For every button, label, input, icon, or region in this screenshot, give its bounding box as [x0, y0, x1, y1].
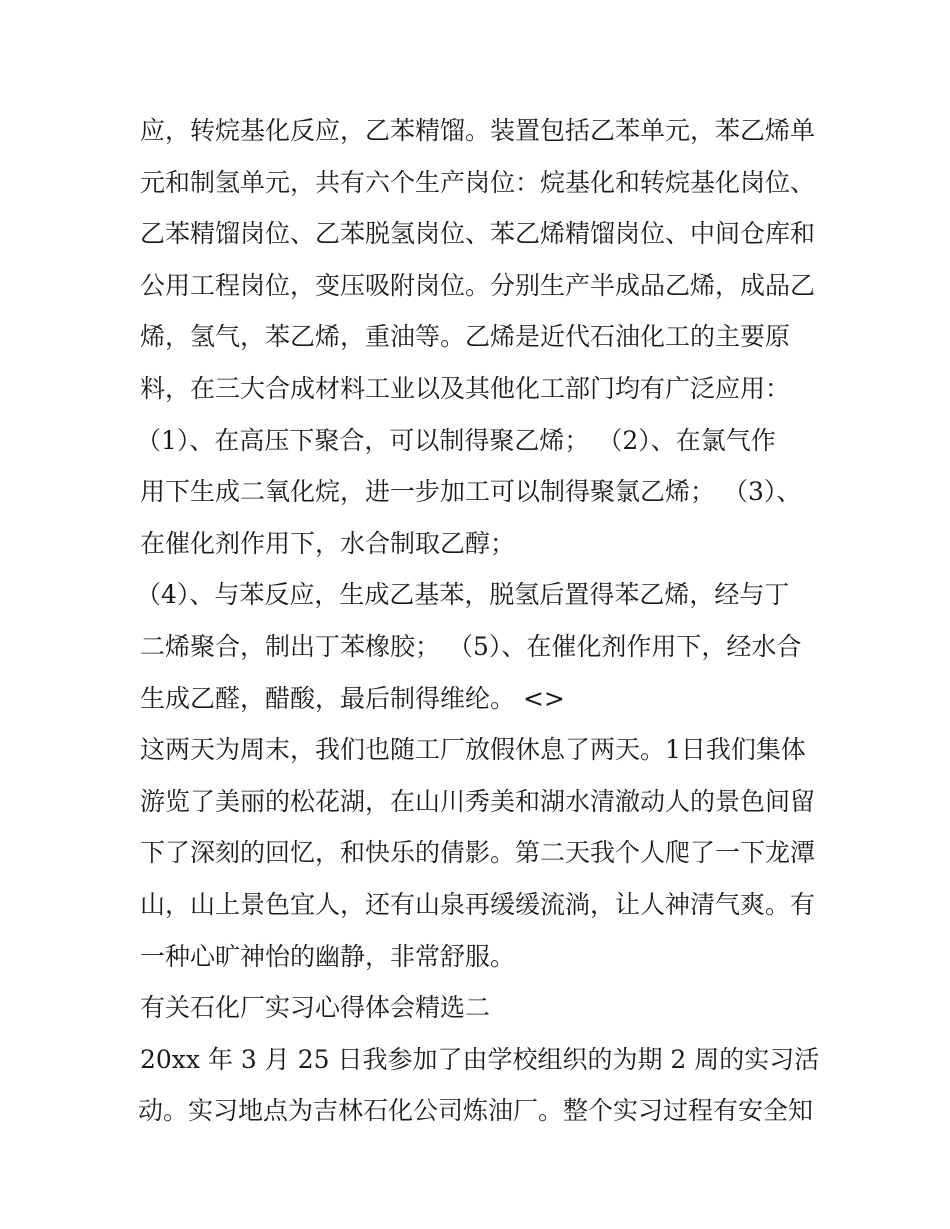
text-line: 用下生成二氧化烷，进一步加工可以制得聚氯乙烯； （3）、	[140, 477, 802, 507]
section-heading: 有关石化厂实习心得体会精选二	[140, 993, 491, 1023]
body-text	[136, 105, 820, 1137]
text-line: 下了深刻的回忆，和快乐的倩影。第二天我个人爬了一下龙潭	[140, 838, 816, 868]
text-line: 动。实习地点为吉林石化公司炼油厂。整个实习过程有安全知	[138, 1096, 814, 1126]
text-line: 这两天为周末，我们也随工厂放假休息了两天。1日我们集体	[140, 735, 806, 765]
text-line: （4）、与苯反应，生成乙基苯，脱氢后置得苯乙烯，经与丁	[136, 580, 790, 610]
text-line: 元和制氢单元，共有六个生产岗位：烷基化和转烷基化岗位、	[140, 167, 816, 197]
text-line: 公用工程岗位，变压吸附岗位。分别生产半成品乙烯，成品乙	[140, 270, 816, 300]
text-line: 料，在三大合成材料工业以及其他化工部门均有广泛应用：	[140, 373, 791, 403]
text-line: 游览了美丽的松花湖，在山川秀美和湖水清澈动人的景色间留	[140, 786, 816, 816]
text-line: 山，山上景色宜人，还有山泉再缓缓流淌，让人神清气爽。有	[140, 889, 816, 919]
text-line: 烯，氢气，苯乙烯，重油等。乙烯是近代石油化工的主要原	[140, 322, 791, 352]
text-line: 在催化剂作用下，水合制取乙醇；	[140, 528, 516, 558]
text-line: 一种心旷神怡的幽静，非常舒服。	[140, 941, 516, 971]
text-line: 20xx 年 3 月 25 日我参加了由学校组织的为期 2 周的实习活	[140, 1044, 820, 1074]
text-line: 二烯聚合，制出丁苯橡胶； （5）、在催化剂作用下，经水合	[140, 631, 802, 661]
text-line: 应，转烷基化反应，乙苯精馏。装置包括乙苯单元，苯乙烯单	[140, 116, 816, 145]
text-line: （1）、在高压下聚合，可以制得聚乙烯； （2）、在氯气作	[136, 425, 776, 455]
text-line: 乙苯精馏岗位、乙苯脱氢岗位、苯乙烯精馏岗位、中间仓库和	[140, 219, 816, 249]
text-line: 生成乙醛，醋酸，最后制得维纶。 <>	[140, 683, 565, 713]
